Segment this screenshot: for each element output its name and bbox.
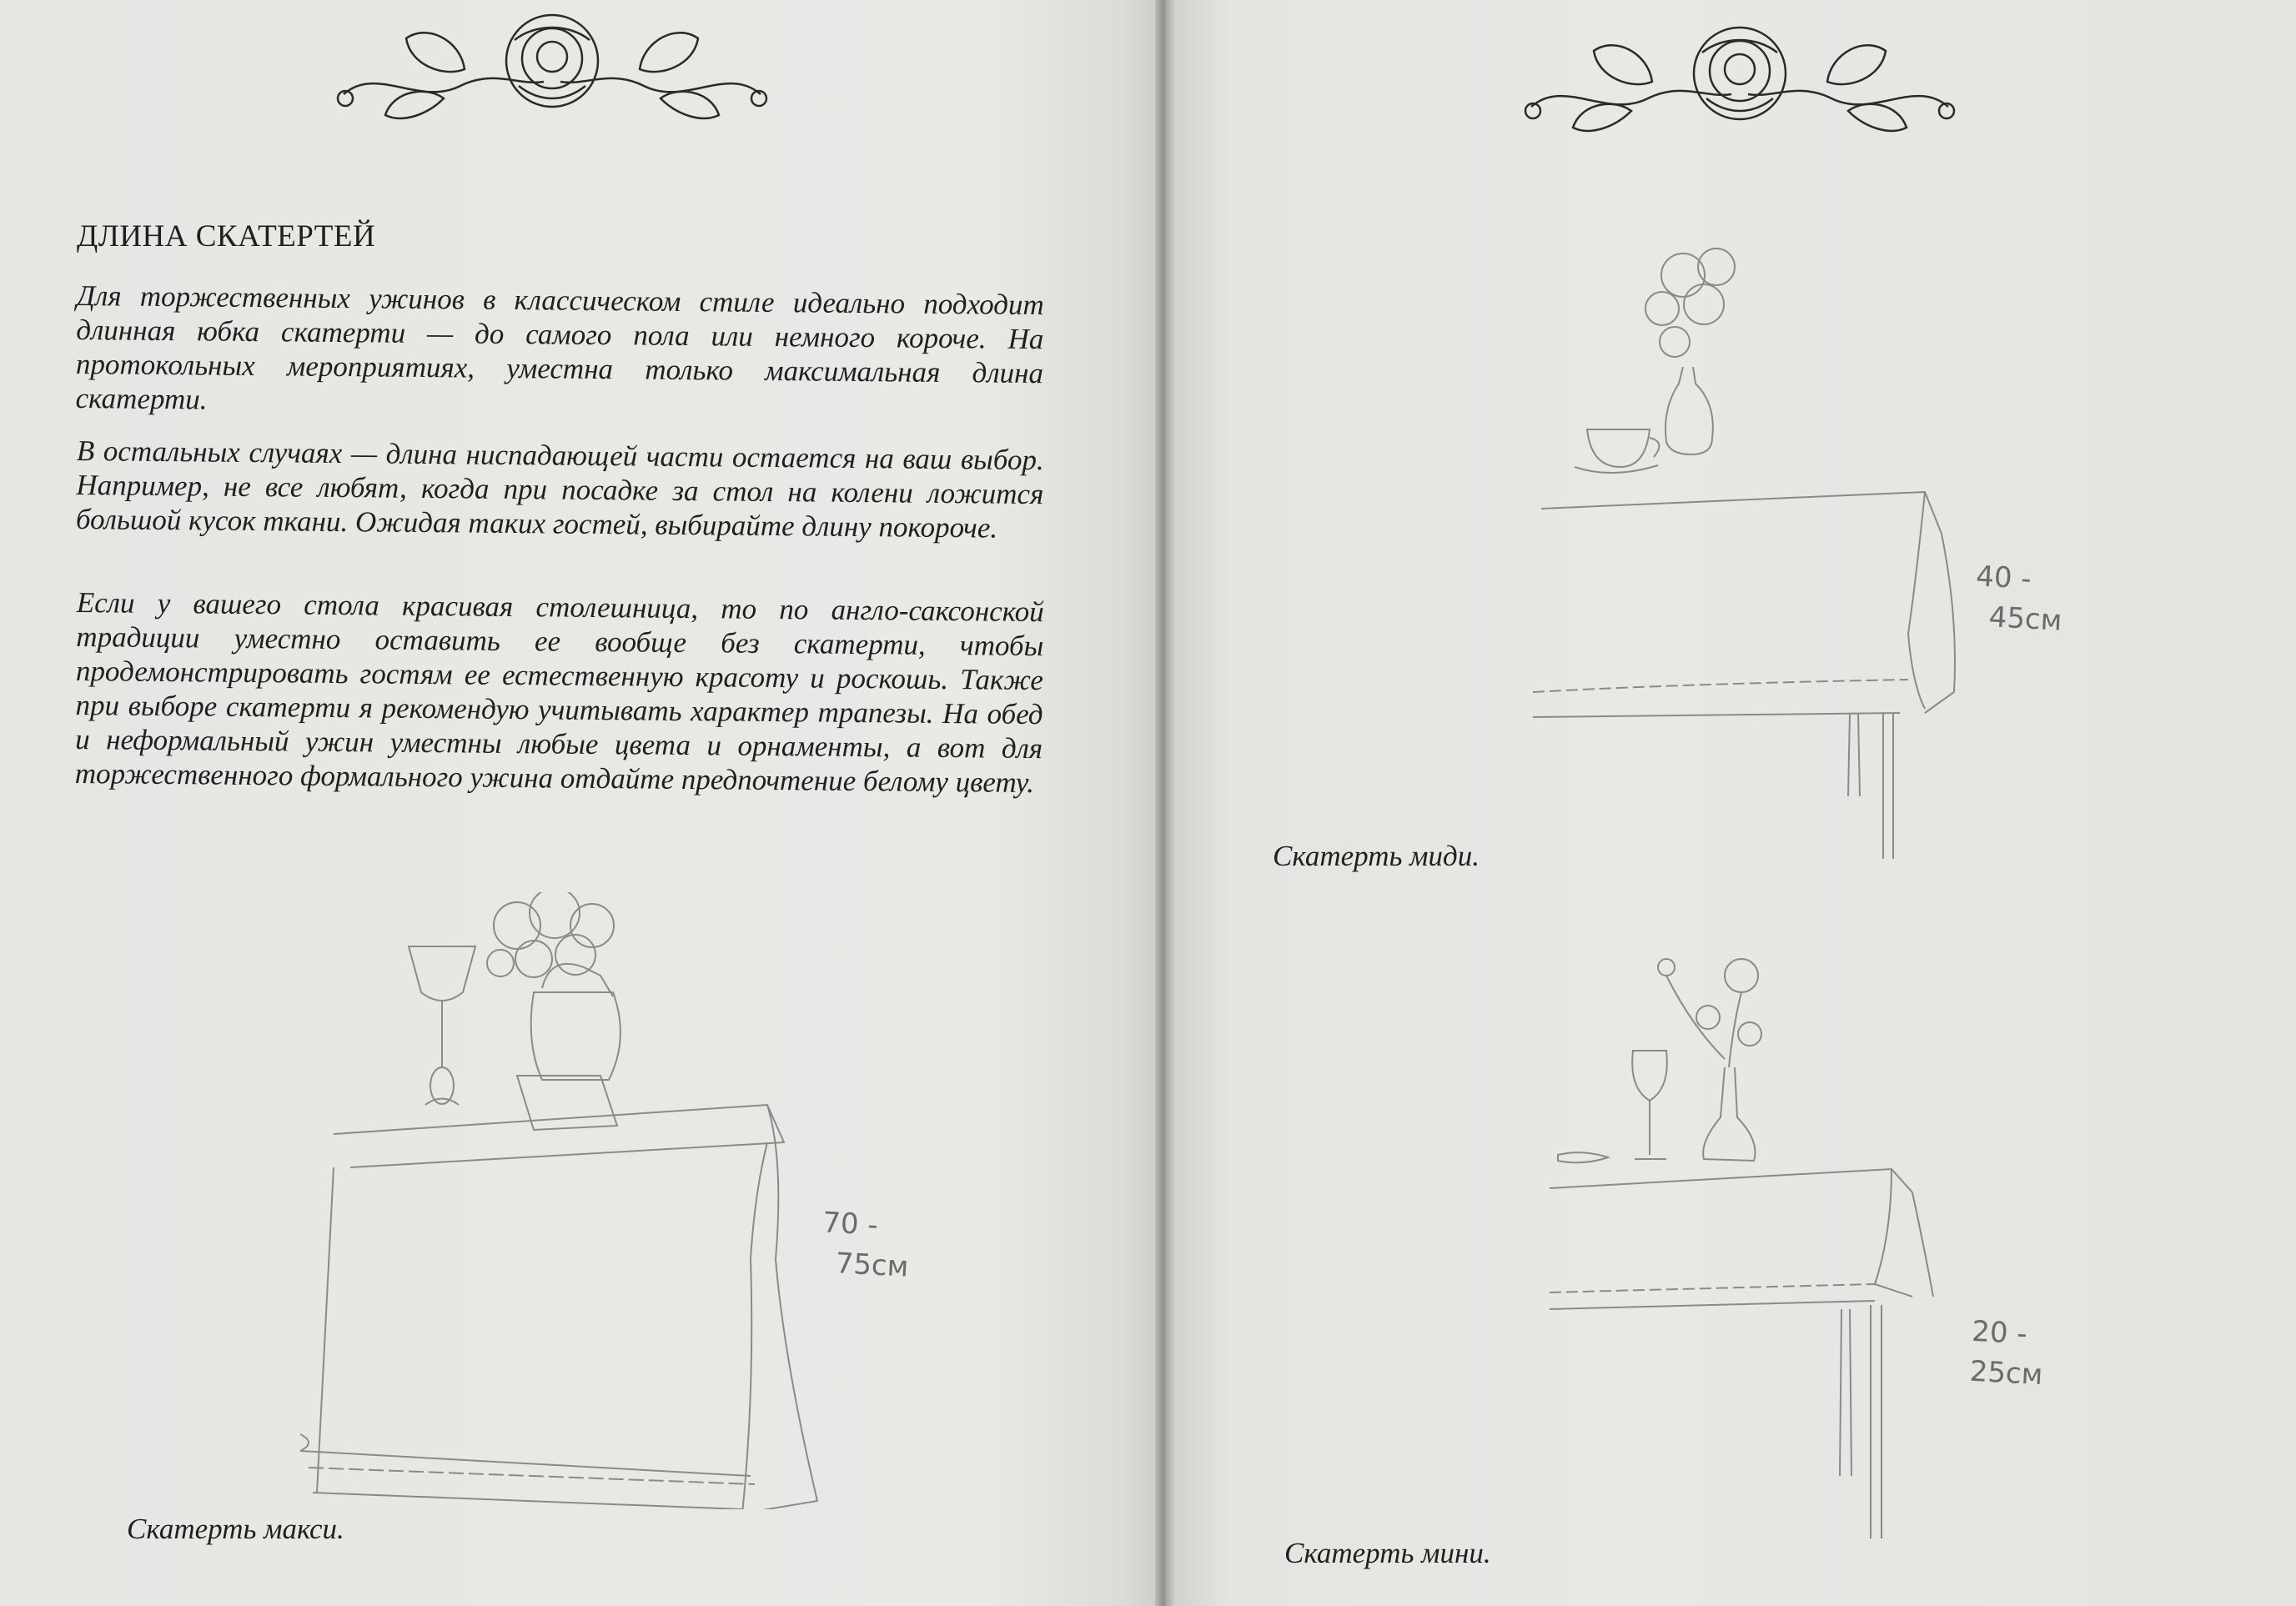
section-heading: ДЛИНА СКАТЕРТЕЙ [77,219,376,253]
length-label-line2: 45см [1987,600,2063,638]
length-label-line2: 25см [1968,1354,2044,1393]
paragraph: Если у вашего стола красивая столешница, то по англо-саксонской традиции уместно оставить ее вообще без скатерти, чтобы продемонстрировать гостям ее естественную красоту и роскошь. Также при выборе скатерти я рекомендую учитывать характер трапезы. На обед и неформальный ужин уместны любые цвета и орнаменты, а вот для торжественного формального ужина отдайте предпочтение белому цвету. [74,585,1044,800]
length-label-line1: 20 - [1971,1314,2028,1352]
midi-tablecloth-sketch [1516,242,1983,859]
maxi-tablecloth-sketch [300,892,851,1509]
rose-ornament-icon [1515,15,1965,140]
length-label-line2: 75см [834,1247,910,1284]
paragraph: Для торжественных ужинов в классическом стиле идеально подходит длинная юбка скатерти — до самого пола или немного короче. На протокольных мероприятиях, уместна только максимальная длина скатерти. [75,279,1044,416]
paragraph: В остальных случаях — длина ниспадающей части остается на ваш выбор. Например, не все любят, когда при посадке за стол на колени ложится большой кусок ткани. Ожидая таких гостей, выбирайте длину покороче. [75,434,1044,545]
right-page [1174,0,2296,1606]
length-label-line1: 40 - [1975,560,2032,596]
caption-midi: Скатерть миди. [1273,840,1480,872]
length-label-midi [1973,556,2065,640]
mini-tablecloth-sketch [1541,942,1992,1543]
length-label-mini [1969,1312,2047,1395]
length-label-maxi [820,1202,912,1287]
length-label-line1: 70 - [821,1206,879,1242]
caption-maxi: Скатерть макси. [127,1513,344,1545]
caption-mini: Скатерть мини. [1284,1537,1491,1569]
rose-ornament-icon [327,7,777,132]
book-gutter [1155,0,1174,1606]
